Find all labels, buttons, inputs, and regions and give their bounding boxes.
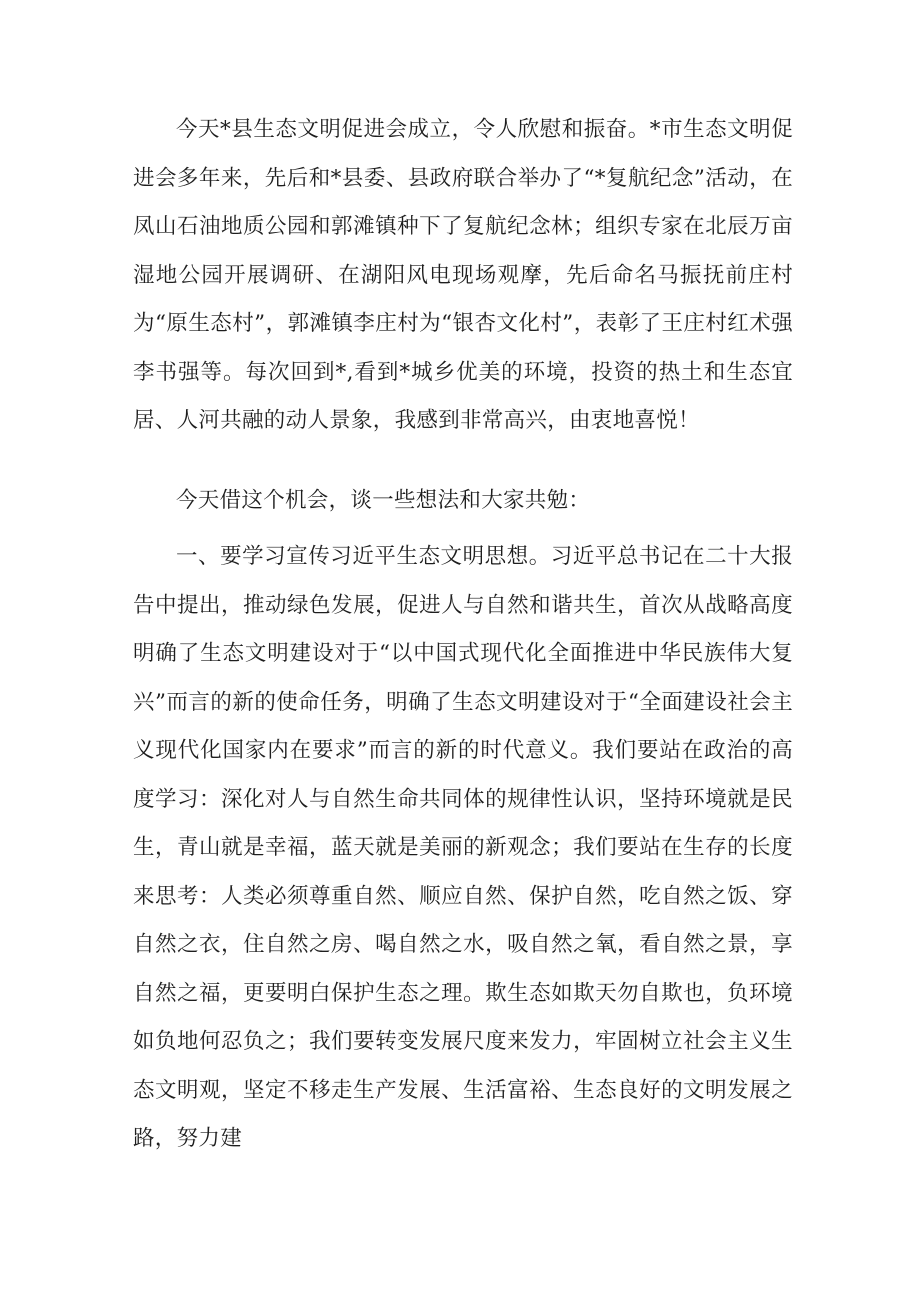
paragraph-transition: 今天借这个机会，谈一些想法和大家共勉： — [176, 487, 591, 513]
paragraph-section-one: 一、要学习宣传习近平生态文明思想。习近平总书记在二十大报告中提出，推动绿色发展，促进人与自然和谐共生，首次从战略高度明确了生态文明建设对于“以中国式现代化全面推进中华民族伟大复兴”而言的新的使命任务，明确了生态文明建设对于“全面建设社会主义现代化国家内在要求”而言的新的时代意义。我们要站在政治的高度学习：深化对人与自然生命共同体的规律性认识，坚持环境就是民生，青山就是幸福，蓝天就是美丽的新观念；我们要站在生存的长度来思考：人类必须尊重自然、顺应自然、保护自然，吃自然之饭、穿自然之衣，住自然之房、喝自然之水，吸自然之氧，看自然之景，享自然之福，更要明白保护生态之理。欺生态如欺天勿自欺也，负环境如负地何忍负之；我们要转变发展尺度来发力，牢固树立社会主义生态文明观，坚定不移走生产发展、生活富裕、生态良好的文明发展之路，努力建 — [133, 544, 793, 1151]
paragraph-intro: 今天*县生态文明促进会成立，令人欣慰和振奋。*市生态文明促进会多年来，先后和*县委、县政府联合举办了“*复航纪念”活动，在凤山石油地质公园和郭滩镇种下了复航纪念林；组织专家在北辰万亩湿地公园开展调研、在湖阳风电现场观摩，先后命名马振抚前庄村为“原生态村”，郭滩镇李庄村为“银杏文化村”，表彰了王庄村红术强李书强等。每次回到*,看到*城乡优美的环境，投资的热土和生态宜居、人河共融的动人景象，我感到非常高兴，由衷地喜悦！ — [133, 117, 793, 433]
document-body — [133, 106, 793, 1164]
